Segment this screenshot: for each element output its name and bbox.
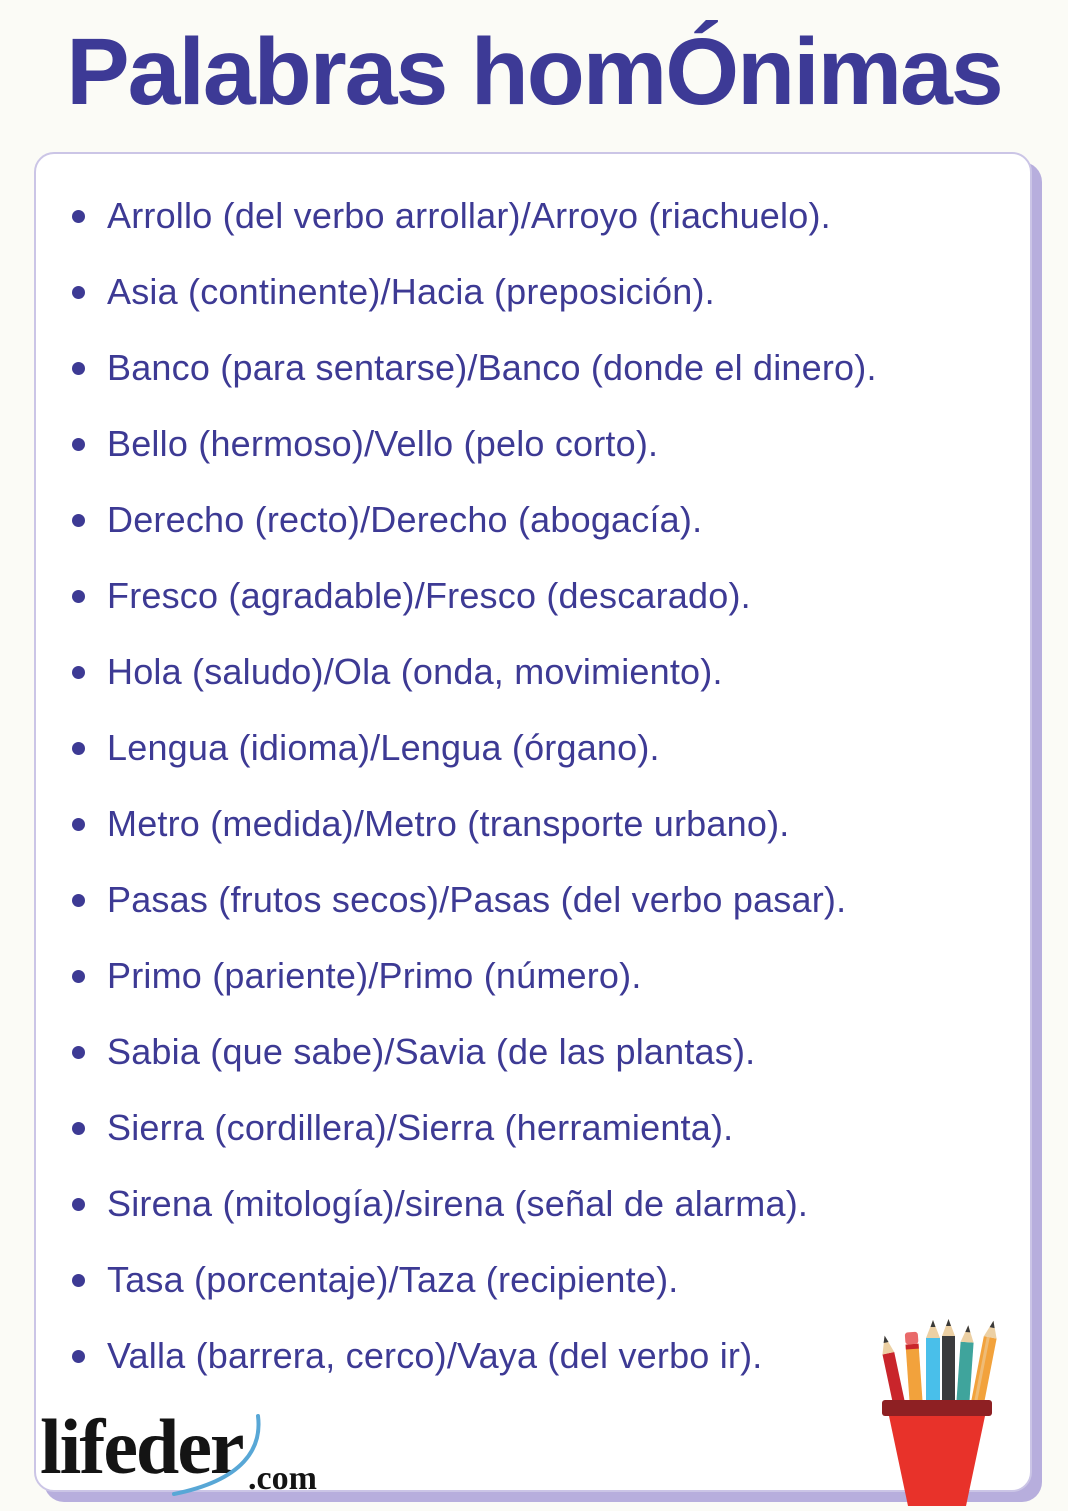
bullet-dot-icon: [72, 514, 85, 527]
list-item: [72, 956, 1000, 996]
list-item-text: Fresco (agradable)/Fresco (descarado).: [107, 575, 751, 616]
list-item-text: Sirena (mitología)/sirena (señal de alarma).: [107, 1183, 809, 1224]
bullet-dot-icon: [72, 1046, 85, 1059]
list-item-text: Sierra (cordillera)/Sierra (herramienta).: [107, 1107, 734, 1148]
list-item: [72, 804, 1000, 844]
list-item-text: Valla (barrera, cerco)/Vaya (del verbo ir).: [107, 1335, 763, 1376]
homonyms-list: [36, 154, 1030, 1376]
list-item: [72, 652, 1000, 692]
list-item: [72, 1336, 1000, 1376]
list-item-text: Lengua (idioma)/Lengua (órgano).: [107, 727, 660, 768]
bullet-dot-icon: [72, 210, 85, 223]
list-item: [72, 196, 1000, 236]
list-item-text: Tasa (porcentaje)/Taza (recipiente).: [107, 1259, 679, 1300]
list-item-text: Metro (medida)/Metro (transporte urbano).: [107, 803, 790, 844]
pencil-cup-icon: [876, 1318, 1002, 1510]
lifeder-logo: [40, 1403, 360, 1508]
bullet-dot-icon: [72, 742, 85, 755]
bullet-dot-icon: [72, 362, 85, 375]
bullet-dot-icon: [72, 894, 85, 907]
list-item-text: Primo (pariente)/Primo (número).: [107, 955, 642, 996]
list-item-text: Bello (hermoso)/Vello (pelo corto).: [107, 423, 659, 464]
list-item-text: Arrollo (del verbo arrollar)/Arroyo (riachuelo).: [107, 195, 831, 236]
bullet-dot-icon: [72, 1122, 85, 1135]
list-item: [72, 424, 1000, 464]
list-item: [72, 880, 1000, 920]
list-item: [72, 728, 1000, 768]
list-item-text: Derecho (recto)/Derecho (abogacía).: [107, 499, 703, 540]
bullet-dot-icon: [72, 438, 85, 451]
pencil-cup-illustration: [876, 1318, 1002, 1510]
list-item: [72, 348, 1000, 388]
list-item: [72, 576, 1000, 616]
lifeder-logo-suffix: .com: [248, 1460, 317, 1497]
list-item: [72, 1032, 1000, 1072]
bullet-dot-icon: [72, 1274, 85, 1287]
lifeder-logo-text: lifeder: [40, 1403, 243, 1490]
list-item-text: Pasas (frutos secos)/Pasas (del verbo pasar).: [107, 879, 847, 920]
list-item: [72, 1260, 1000, 1300]
list-item: [72, 1184, 1000, 1224]
list-item: [72, 272, 1000, 312]
content-card: [34, 152, 1032, 1492]
bullet-dot-icon: [72, 666, 85, 679]
bullet-dot-icon: [72, 818, 85, 831]
list-item-text: Sabia (que sabe)/Savia (de las plantas).: [107, 1031, 756, 1072]
list-item-text: Asia (continente)/Hacia (preposición).: [107, 271, 715, 312]
list-item: [72, 500, 1000, 540]
bullet-dot-icon: [72, 1198, 85, 1211]
swoosh-arc-icon: [136, 1414, 266, 1504]
bullet-dot-icon: [72, 1350, 85, 1363]
page-title: Palabras homÓnimas: [66, 19, 1002, 125]
bullet-dot-icon: [72, 286, 85, 299]
bullet-dot-icon: [72, 970, 85, 983]
bullet-dot-icon: [72, 590, 85, 603]
list-item-text: Hola (saludo)/Ola (onda, movimiento).: [107, 651, 723, 692]
list-item: [72, 1108, 1000, 1148]
list-item-text: Banco (para sentarse)/Banco (donde el dinero).: [107, 347, 877, 388]
